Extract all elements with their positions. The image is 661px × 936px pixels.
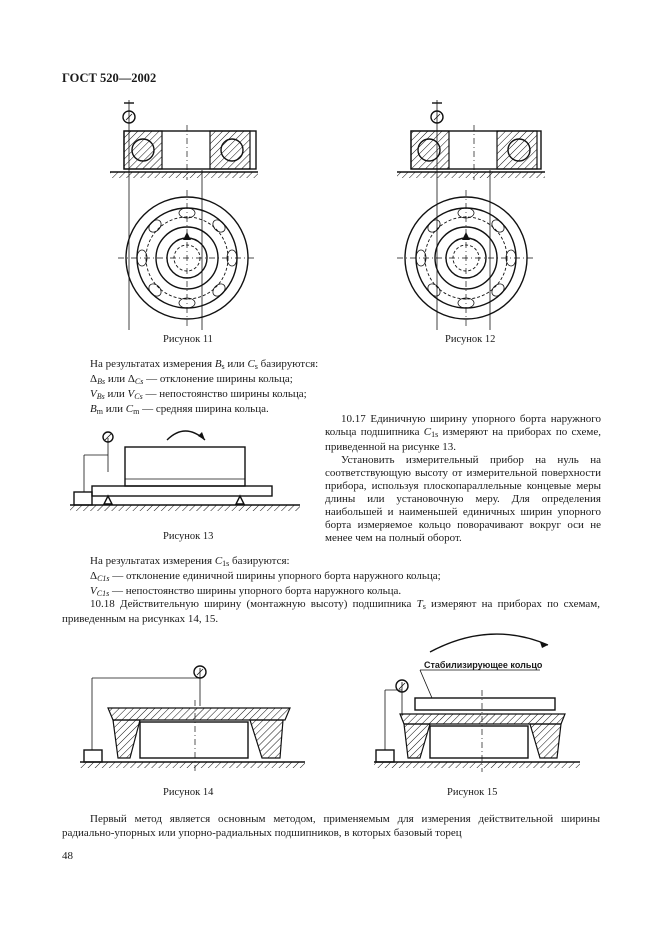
- figure-15-caption: Рисунок 15: [447, 787, 498, 798]
- figure-12-drawing: [397, 100, 545, 330]
- paragraph-10-17: 10.17 Единичную ширину упорного борта наружного кольца подшипника $C_{1s}$ измеряют на приборах по схеме, приведенной на рисунке 13. Установить измерительный прибор на нуль на соответствующую высоту от измерительной поверхности прибора, используя плоскопараллельные концевые меры длины или установочную меру. Для определения наибольшей и наименьшей единичных ширин упорного борта измеряемое кольцо поворачивают вокруг оси не менее чем на полный оборот.: [325, 413, 601, 544]
- figure-15-drawing: [374, 634, 580, 772]
- bottom-paragraph: Первый метод является основным методом, применяемым для измерения действительной ширины радиально-упорных или упорно-радиальных подшипников, в которых базовый торец: [62, 813, 600, 839]
- document-header: ГОСТ 520—2002: [62, 71, 157, 85]
- figure-11-drawing: [110, 100, 258, 330]
- stabilizing-ring-label: Стабилизирующее кольцо: [424, 660, 543, 670]
- figure-13-caption: Рисунок 13: [163, 531, 214, 542]
- measurement-basis-block-1: На результатах измерения $B_s$ или $C_s$ базируются: $\Delta_{Bs}$ или $\Delta_{Cs}$ — отклонение ширины кольца; $V_{Bs}$ или $V_{Cs}$ — непостоянство ширины кольца; $B_m$ или $C_m$ — средняя ширина кольца.: [90, 358, 319, 416]
- paragraph-10-18: 10.18 Действительную ширину (монтажную высоту) подшипника $T_s$ измеряют на приборах по схемам, приведенным на рисунках 14, 15.: [62, 598, 600, 625]
- figure-14-drawing: [80, 666, 305, 772]
- figure-14-caption: Рисунок 14: [163, 787, 214, 798]
- figure-13-drawing: [70, 431, 300, 511]
- figure-11-caption: Рисунок 11: [163, 334, 213, 345]
- measurement-basis-block-2: На результатах измерения $C_{1s}$ базируются: $\Delta_{C1s}$ — отклонение единичной ширины упорного борта наружного кольца; $V_{C1s}$ — непостоянство ширины упорного борта наружного кольца.: [90, 555, 441, 598]
- page-number: 48: [62, 850, 73, 862]
- figure-12-caption: Рисунок 12: [445, 334, 496, 345]
